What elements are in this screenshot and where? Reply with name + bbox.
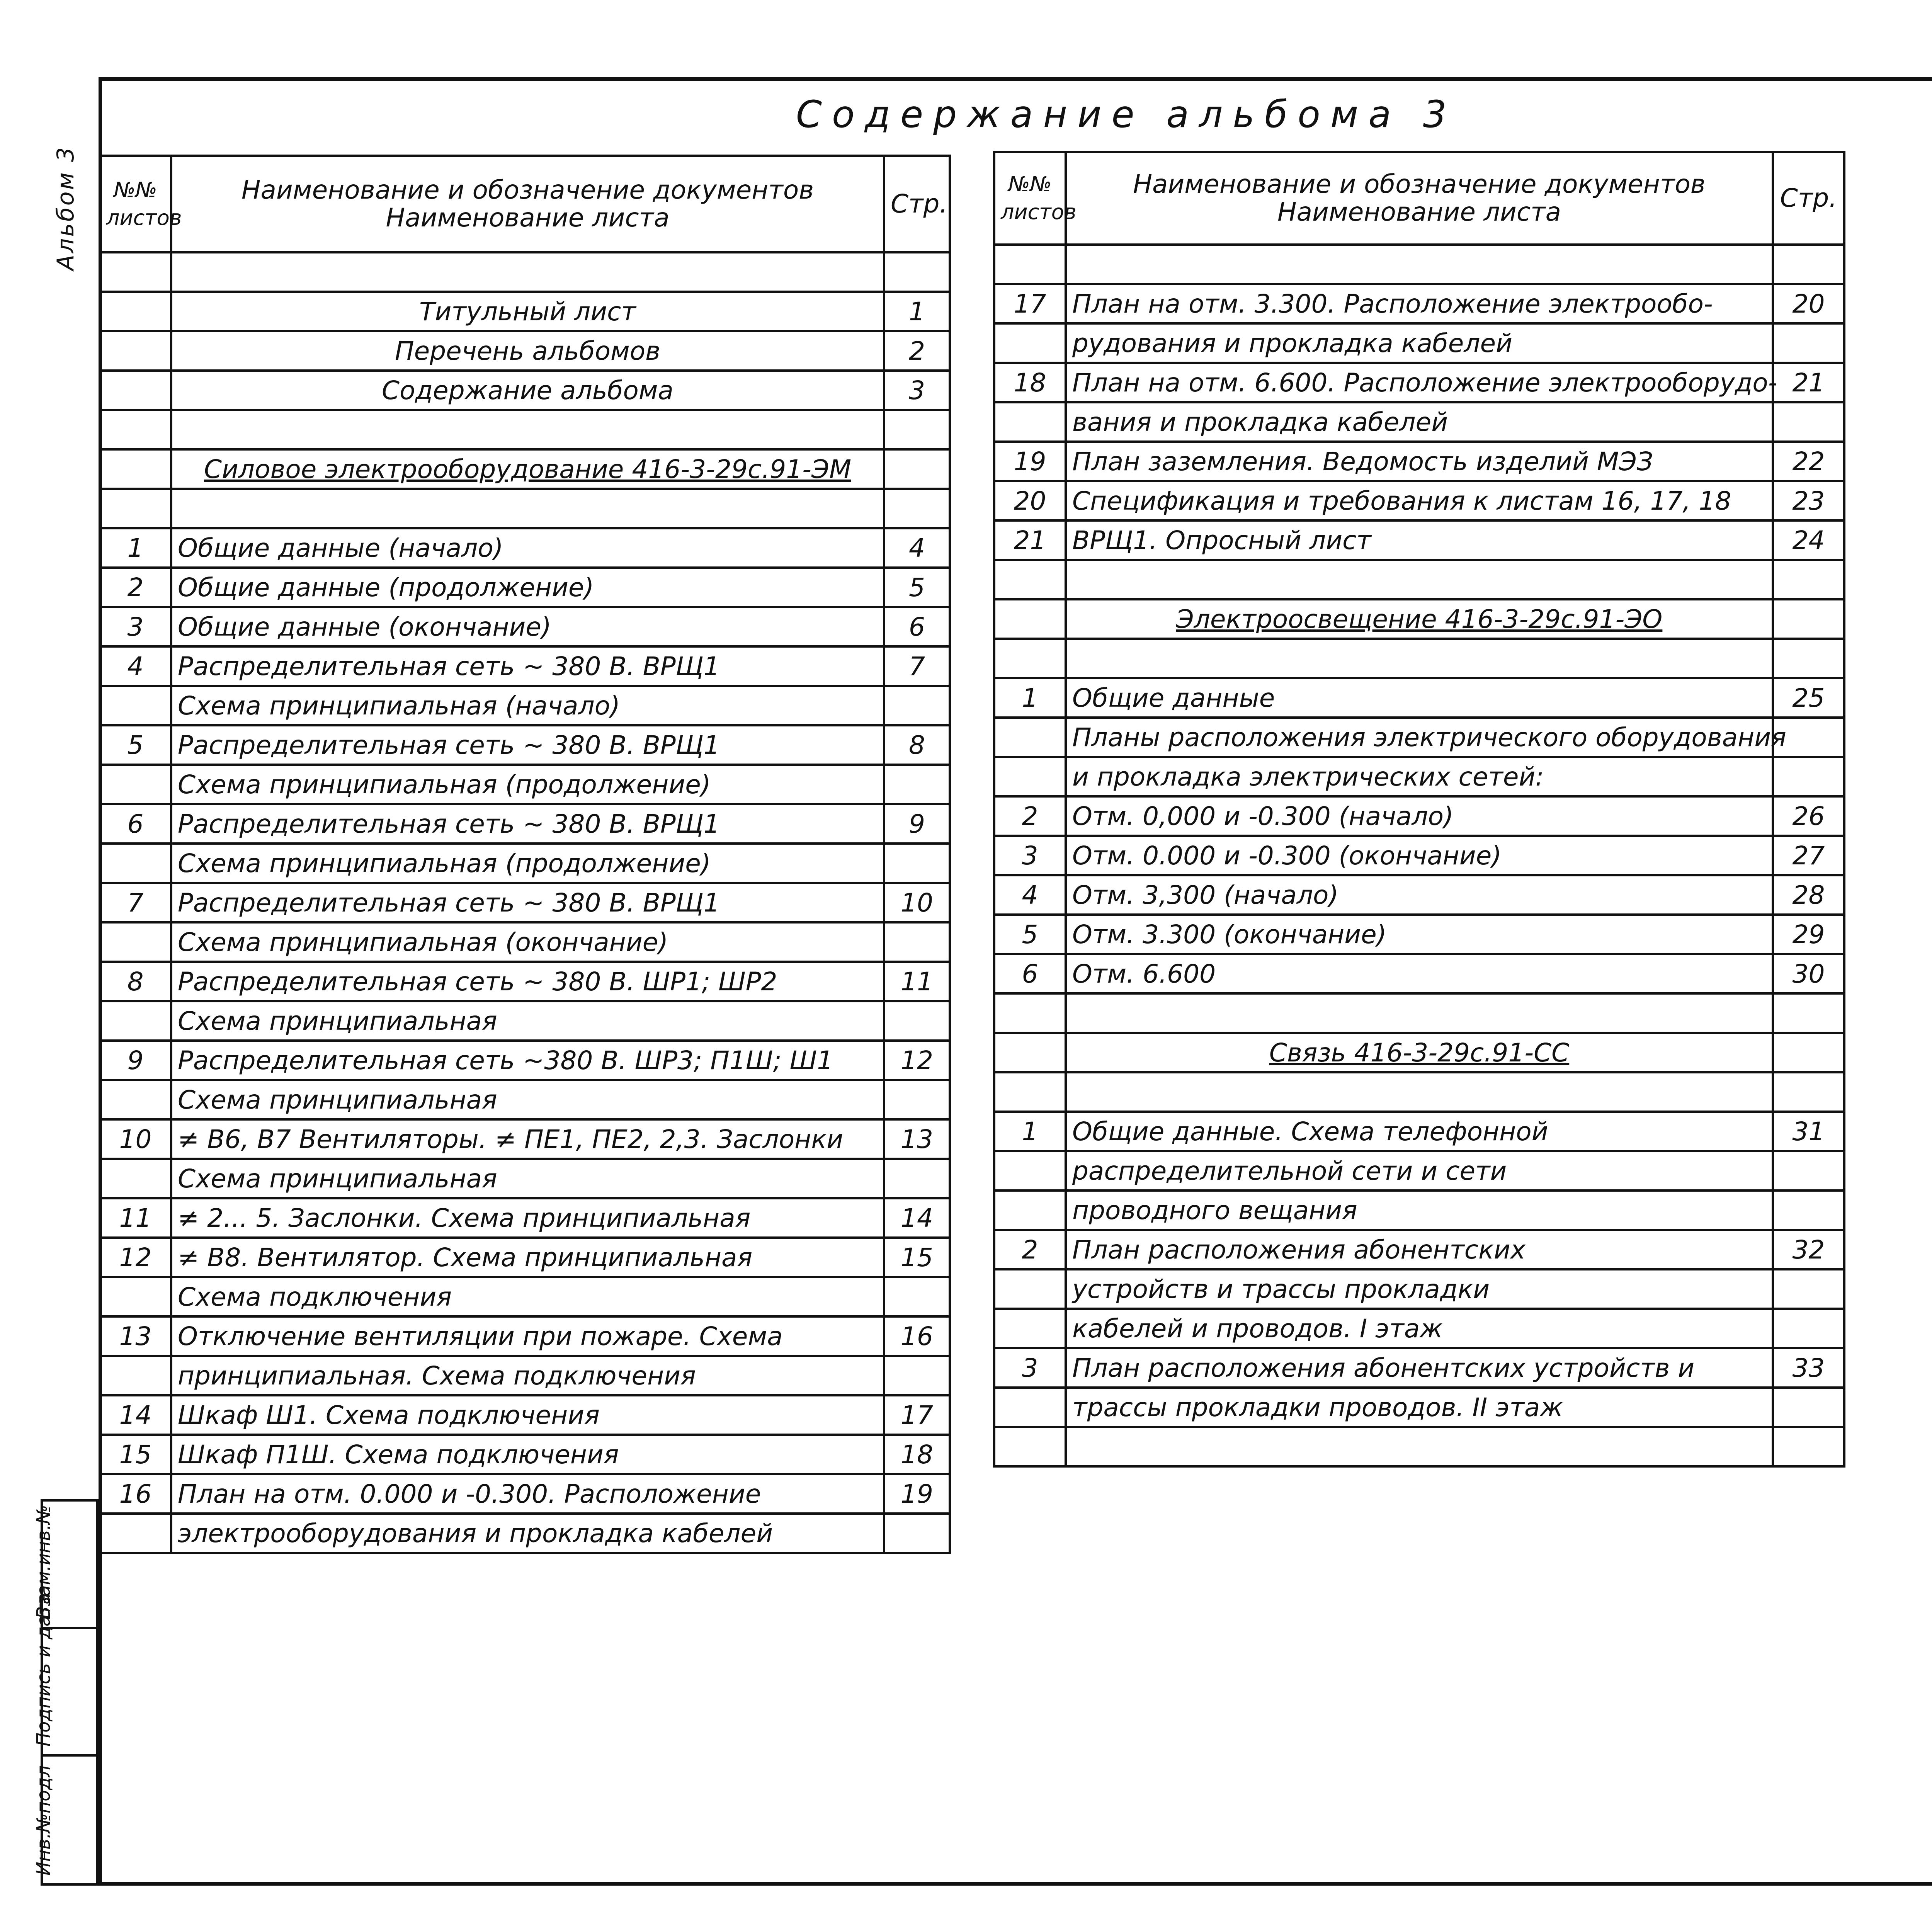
table-row <box>100 489 950 528</box>
row-title: трассы прокладки проводов. II этаж <box>1066 1388 1773 1427</box>
row-page: 29 <box>1773 915 1844 954</box>
table-row <box>994 1388 1844 1427</box>
row-number: 3 <box>994 836 1066 875</box>
row-title: Шкаф Ш1. Схема подключения <box>171 1395 884 1435</box>
row-title: Планы расположения электрического оборудования <box>1066 718 1773 757</box>
row-title <box>1066 1072 1773 1112</box>
row-number <box>994 639 1066 678</box>
row-number <box>994 1309 1066 1348</box>
row-title: Титульный лист <box>171 292 884 331</box>
row-title: Отм. 0.000 и -0.300 (окончание) <box>1066 836 1773 875</box>
table-row <box>100 1041 950 1080</box>
table-row <box>994 836 1844 875</box>
row-title: принципиальная. Схема подключения <box>171 1356 884 1395</box>
table-row <box>100 449 950 489</box>
row-page <box>1773 639 1844 678</box>
row-title: Общие данные (окончание) <box>171 607 884 646</box>
row-title: Общие данные <box>1066 678 1773 718</box>
row-page: 1 <box>884 292 950 331</box>
row-title: проводного вещания <box>1066 1190 1773 1230</box>
stamp-label: Подпись и дата <box>33 1593 54 1747</box>
row-title: Распределительная сеть ~ 380 В. ВРЩ1 <box>171 804 884 844</box>
row-page <box>884 449 950 489</box>
row-number <box>994 599 1066 639</box>
row-number: 5 <box>994 915 1066 954</box>
row-title <box>1066 560 1773 599</box>
row-number <box>994 1269 1066 1309</box>
row-title: кабелей и проводов. I этаж <box>1066 1309 1773 1348</box>
row-title: ВРЩ1. Опросный лист <box>1066 520 1773 560</box>
row-title: Распределительная сеть ~ 380 В. ВРЩ1 <box>171 646 884 686</box>
row-page: 32 <box>1773 1230 1844 1269</box>
row-number <box>994 757 1066 796</box>
table-row <box>994 245 1844 284</box>
row-number: 6 <box>994 954 1066 993</box>
row-title: Распределительная сеть ~ 380 В. ВРЩ1 <box>171 883 884 922</box>
row-number <box>100 686 171 725</box>
row-page <box>1773 1309 1844 1348</box>
row-page: 33 <box>1773 1348 1844 1388</box>
row-title <box>171 489 884 528</box>
table-row <box>100 568 950 607</box>
table-row <box>994 1033 1844 1072</box>
row-page: 6 <box>884 607 950 646</box>
row-page: 28 <box>1773 875 1844 915</box>
header-page: Стр. <box>1773 152 1844 245</box>
row-number: 1 <box>994 1112 1066 1151</box>
row-page: 9 <box>884 804 950 844</box>
row-number: 5 <box>100 725 171 765</box>
side-album-label: Альбом 3 <box>52 146 79 270</box>
table-header-row <box>994 152 1844 245</box>
row-number: 7 <box>100 883 171 922</box>
row-page <box>884 1277 950 1316</box>
row-number: 18 <box>994 363 1066 402</box>
table-row <box>100 410 950 449</box>
row-page <box>884 1514 950 1553</box>
row-page: 17 <box>884 1395 950 1435</box>
row-page <box>1773 1033 1844 1072</box>
table-row <box>100 922 950 962</box>
row-page: 23 <box>1773 481 1844 520</box>
table-row <box>994 442 1844 481</box>
row-title <box>1066 639 1773 678</box>
row-number <box>994 1072 1066 1112</box>
row-number <box>994 993 1066 1033</box>
stamp-cell <box>33 1757 99 1883</box>
header-num: №№ листов <box>100 156 171 252</box>
row-title: Отключение вентиляции при пожаре. Схема <box>171 1316 884 1356</box>
page-title: Содержание альбома 3 <box>796 93 1457 136</box>
table-row <box>994 757 1844 796</box>
row-number: 2 <box>994 1230 1066 1269</box>
table-row <box>100 686 950 725</box>
row-page <box>1773 402 1844 442</box>
header-name <box>1066 152 1773 245</box>
header-name-line1: Наименование и обозначение документов <box>241 175 814 205</box>
row-title: и прокладка электрических сетей: <box>1066 757 1773 796</box>
table-row <box>100 962 950 1001</box>
row-number: 1 <box>100 528 171 568</box>
header-name-line2: Наименование листа <box>1277 197 1561 227</box>
row-page: 2 <box>884 331 950 371</box>
row-page <box>1773 323 1844 363</box>
row-page: 12 <box>884 1041 950 1080</box>
stamp-cell <box>33 1593 99 1757</box>
row-page <box>1773 757 1844 796</box>
row-title: Схема принципиальная (окончание) <box>171 922 884 962</box>
row-number <box>994 323 1066 363</box>
row-page: 19 <box>884 1474 950 1514</box>
row-number <box>994 245 1066 284</box>
row-page: 27 <box>1773 836 1844 875</box>
row-page <box>884 922 950 962</box>
table-row <box>100 1395 950 1435</box>
row-number <box>100 1356 171 1395</box>
row-page: 11 <box>884 962 950 1001</box>
row-number: 11 <box>100 1198 171 1238</box>
row-page: 14 <box>884 1198 950 1238</box>
table-row <box>100 1356 950 1395</box>
row-number <box>100 922 171 962</box>
table-row <box>100 1474 950 1514</box>
row-title: План расположения абонентских <box>1066 1230 1773 1269</box>
row-page <box>884 1001 950 1041</box>
row-title: Шкаф П1Ш. Схема подключения <box>171 1435 884 1474</box>
row-title: План на отм. 6.600. Расположение электрооборудо- <box>1066 363 1773 402</box>
table-row <box>100 528 950 568</box>
table-row <box>994 915 1844 954</box>
table-row <box>994 1427 1844 1466</box>
row-number: 2 <box>994 796 1066 836</box>
row-title: ≠ В6, В7 Вентиляторы. ≠ ПЕ1, ПЕ2, 2,3. Заслонки <box>171 1119 884 1159</box>
header-num: №№ листов <box>994 152 1066 245</box>
table-row <box>994 323 1844 363</box>
row-title <box>1066 245 1773 284</box>
row-number <box>100 844 171 883</box>
table-row <box>100 1001 950 1041</box>
row-number <box>994 1151 1066 1190</box>
table-row <box>100 1080 950 1119</box>
table-row <box>100 1277 950 1316</box>
row-title: Распределительная сеть ~ 380 В. ШР1; ШР2 <box>171 962 884 1001</box>
header-name <box>171 156 884 252</box>
row-number: 15 <box>100 1435 171 1474</box>
row-title: Схема принципиальная (продолжение) <box>171 844 884 883</box>
row-number: 6 <box>100 804 171 844</box>
row-number <box>100 371 171 410</box>
row-number <box>994 1033 1066 1072</box>
row-number <box>100 292 171 331</box>
row-title: Распределительная сеть ~380 В. ШР3; П1Ш; Ш1 <box>171 1041 884 1080</box>
row-number: 13 <box>100 1316 171 1356</box>
table-row <box>994 678 1844 718</box>
row-page: 8 <box>884 725 950 765</box>
table-row <box>994 1151 1844 1190</box>
row-number <box>994 1427 1066 1466</box>
row-page <box>884 1356 950 1395</box>
row-page: 25 <box>1773 678 1844 718</box>
row-page <box>1773 1190 1844 1230</box>
row-title: Отм. 3.300 (окончание) <box>1066 915 1773 954</box>
row-page: 15 <box>884 1238 950 1277</box>
row-number <box>994 1388 1066 1427</box>
table-row <box>100 844 950 883</box>
row-title: Отм. 6.600 <box>1066 954 1773 993</box>
row-page <box>1773 993 1844 1033</box>
table-row <box>100 1316 950 1356</box>
row-title: ≠ В8. Вентилятор. Схема принципиальная <box>171 1238 884 1277</box>
row-number <box>100 1159 171 1198</box>
row-page: 31 <box>1773 1112 1844 1151</box>
row-page: 20 <box>1773 284 1844 323</box>
table-row <box>100 252 950 292</box>
row-number: 4 <box>994 875 1066 915</box>
row-title <box>171 410 884 449</box>
row-title: Схема принципиальная <box>171 1001 884 1041</box>
row-title: План расположения абонентских устройств и <box>1066 1348 1773 1388</box>
table-row <box>100 1159 950 1198</box>
table-row <box>994 993 1844 1033</box>
table-row <box>994 1269 1844 1309</box>
table-row <box>994 520 1844 560</box>
row-page: 26 <box>1773 796 1844 836</box>
row-page <box>884 844 950 883</box>
row-number <box>100 1514 171 1553</box>
table-row <box>994 718 1844 757</box>
row-title: Отм. 3,300 (начало) <box>1066 875 1773 915</box>
table-row <box>994 363 1844 402</box>
table-row <box>994 402 1844 442</box>
row-title: Распределительная сеть ~ 380 В. ВРЩ1 <box>171 725 884 765</box>
side-stamp <box>33 1499 99 1886</box>
table-row <box>994 875 1844 915</box>
row-number: 3 <box>994 1348 1066 1388</box>
row-number <box>994 1190 1066 1230</box>
row-title: рудования и прокладка кабелей <box>1066 323 1773 363</box>
header-name-line1: Наименование и обозначение документов <box>1133 169 1706 199</box>
row-number: 12 <box>100 1238 171 1277</box>
row-number <box>100 765 171 804</box>
row-title: Спецификация и требования к листам 16, 17, 18 <box>1066 481 1773 520</box>
row-page: 13 <box>884 1119 950 1159</box>
row-page: 7 <box>884 646 950 686</box>
row-page <box>884 1080 950 1119</box>
table-header-row <box>100 156 950 252</box>
row-number <box>100 489 171 528</box>
row-number: 14 <box>100 1395 171 1435</box>
row-page: 24 <box>1773 520 1844 560</box>
table-row <box>100 725 950 765</box>
table-row <box>994 954 1844 993</box>
row-number: 8 <box>100 962 171 1001</box>
row-title: устройств и трассы прокладки <box>1066 1269 1773 1309</box>
row-page <box>1773 599 1844 639</box>
row-title: Общие данные. Схема телефонной <box>1066 1112 1773 1151</box>
row-page <box>1773 1388 1844 1427</box>
toc-table-left <box>99 155 951 1554</box>
row-title: Общие данные (начало) <box>171 528 884 568</box>
table-row <box>100 371 950 410</box>
row-title <box>171 252 884 292</box>
toc-table-right <box>993 151 1845 1468</box>
row-page: 5 <box>884 568 950 607</box>
row-number <box>100 449 171 489</box>
row-number <box>100 1001 171 1041</box>
row-title: План на отм. 0.000 и -0.300. Расположение <box>171 1474 884 1514</box>
row-title: Схема принципиальная (продолжение) <box>171 765 884 804</box>
table-row <box>994 560 1844 599</box>
table-row <box>100 883 950 922</box>
table-row <box>994 1348 1844 1388</box>
row-page <box>884 252 950 292</box>
row-title <box>1066 993 1773 1033</box>
row-number <box>994 560 1066 599</box>
row-number: 21 <box>994 520 1066 560</box>
row-title: Содержание альбома <box>171 371 884 410</box>
row-title: Перечень альбомов <box>171 331 884 371</box>
row-title: Отм. 0,000 и -0.300 (начало) <box>1066 796 1773 836</box>
row-number: 16 <box>100 1474 171 1514</box>
row-title: вания и прокладка кабелей <box>1066 402 1773 442</box>
table-row <box>100 1514 950 1553</box>
row-number: 19 <box>994 442 1066 481</box>
row-page <box>884 410 950 449</box>
row-title: электрооборудования и прокладка кабелей <box>171 1514 884 1553</box>
row-page <box>884 489 950 528</box>
table-row <box>994 639 1844 678</box>
row-title: Связь 416-3-29с.91-СС <box>1066 1033 1773 1072</box>
row-page <box>1773 245 1844 284</box>
row-title: ≠ 2... 5. Заслонки. Схема принципиальная <box>171 1198 884 1238</box>
row-page: 30 <box>1773 954 1844 993</box>
row-title: Схема принципиальная <box>171 1159 884 1198</box>
row-title: Схема принципиальная (начало) <box>171 686 884 725</box>
table-row <box>100 1119 950 1159</box>
row-number: 20 <box>994 481 1066 520</box>
table-row <box>100 646 950 686</box>
table-row <box>994 481 1844 520</box>
row-page <box>1773 560 1844 599</box>
row-number: 10 <box>100 1119 171 1159</box>
row-number: 4 <box>100 646 171 686</box>
stamp-label: Взам.инв.№ <box>33 1505 54 1619</box>
row-page: 22 <box>1773 442 1844 481</box>
row-title: Электроосвещение 416-3-29с.91-ЭО <box>1066 599 1773 639</box>
row-title: Силовое электрооборудование 416-3-29с.91-ЭМ <box>171 449 884 489</box>
row-title <box>1066 1427 1773 1466</box>
stamp-label: Инв.№подл <box>33 1765 54 1876</box>
table-row <box>994 1190 1844 1230</box>
row-title: План на отм. 3.300. Расположение электрообо- <box>1066 284 1773 323</box>
header-name-line2: Наименование листа <box>386 203 670 233</box>
row-title: Общие данные (продолжение) <box>171 568 884 607</box>
row-number: 1 <box>994 678 1066 718</box>
table-row <box>994 284 1844 323</box>
row-title: Схема принципиальная <box>171 1080 884 1119</box>
row-title: План заземления. Ведомость изделий МЭЗ <box>1066 442 1773 481</box>
row-number <box>994 402 1066 442</box>
row-number: 17 <box>994 284 1066 323</box>
row-page: 16 <box>884 1316 950 1356</box>
row-page: 4 <box>884 528 950 568</box>
row-page <box>1773 1151 1844 1190</box>
row-page: 18 <box>884 1435 950 1474</box>
row-title: Схема подключения <box>171 1277 884 1316</box>
table-row <box>994 1230 1844 1269</box>
row-number <box>100 331 171 371</box>
row-page <box>884 765 950 804</box>
row-number: 2 <box>100 568 171 607</box>
row-number <box>100 410 171 449</box>
table-row <box>100 804 950 844</box>
row-page <box>884 1159 950 1198</box>
row-number: 9 <box>100 1041 171 1080</box>
row-page: 10 <box>884 883 950 922</box>
table-row <box>100 765 950 804</box>
table-row <box>994 1072 1844 1112</box>
row-page: 3 <box>884 371 950 410</box>
header-page: Стр. <box>884 156 950 252</box>
row-page: 21 <box>1773 363 1844 402</box>
table-row <box>994 599 1844 639</box>
row-title: распределительной сети и сети <box>1066 1151 1773 1190</box>
row-page <box>884 686 950 725</box>
row-number <box>100 1277 171 1316</box>
row-number <box>100 252 171 292</box>
table-row <box>100 1198 950 1238</box>
table-row <box>100 292 950 331</box>
table-row <box>994 1112 1844 1151</box>
row-page <box>1773 1269 1844 1309</box>
row-number <box>994 718 1066 757</box>
table-row <box>100 1238 950 1277</box>
row-page <box>1773 1427 1844 1466</box>
table-row <box>100 331 950 371</box>
row-number: 3 <box>100 607 171 646</box>
table-row <box>100 607 950 646</box>
row-page <box>1773 1072 1844 1112</box>
table-row <box>994 796 1844 836</box>
table-row <box>994 1309 1844 1348</box>
table-row <box>100 1435 950 1474</box>
row-number <box>100 1080 171 1119</box>
